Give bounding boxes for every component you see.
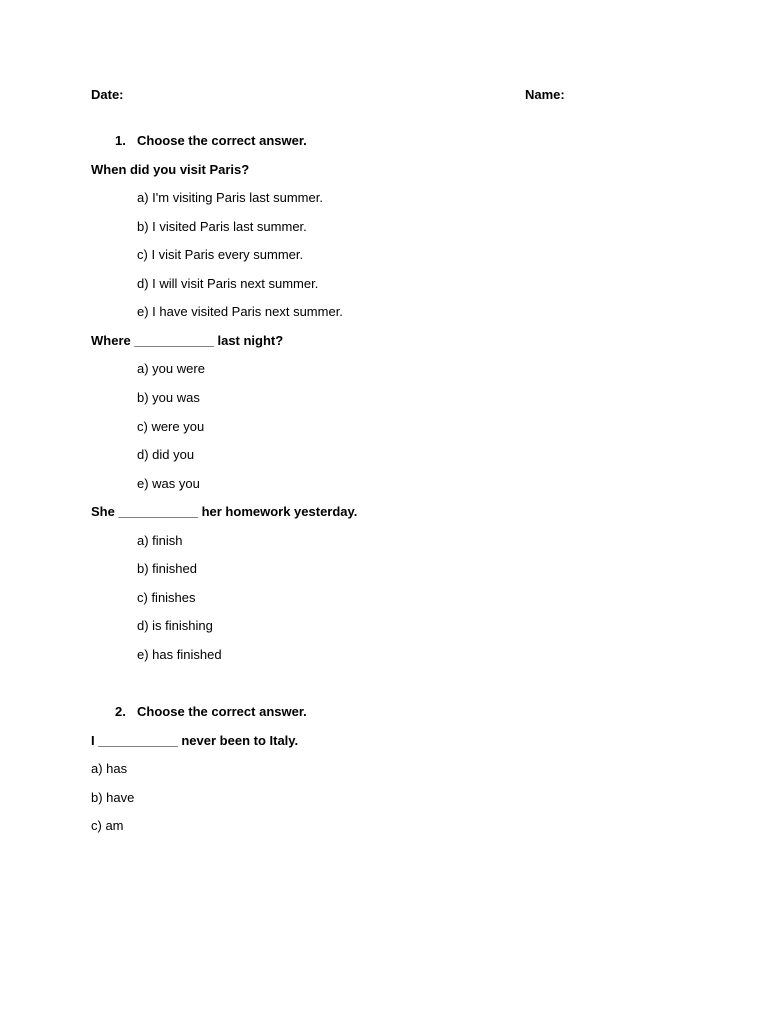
answer-option: e) was you bbox=[137, 476, 200, 491]
answer-option: e) I have visited Paris next summer. bbox=[137, 304, 343, 319]
question-prompt: She ___________ her homework yesterday. bbox=[91, 504, 358, 519]
question-prompt: When did you visit Paris? bbox=[91, 162, 250, 177]
section-2-number: 2. bbox=[115, 704, 126, 719]
answer-option: d) did you bbox=[137, 447, 195, 462]
question-prompt: Where ___________ last night? bbox=[91, 333, 284, 348]
answer-option: a) you were bbox=[137, 361, 205, 376]
answer-option: c) were you bbox=[137, 419, 205, 434]
answer-option: b) I visited Paris last summer. bbox=[137, 219, 307, 234]
answer-option: c) finishes bbox=[137, 590, 196, 605]
answer-option: e) has finished bbox=[137, 647, 222, 662]
answer-option: c) am bbox=[91, 818, 124, 833]
answer-option: a) has bbox=[91, 761, 128, 776]
answer-option: b) finished bbox=[137, 561, 197, 576]
answer-option: b) you was bbox=[137, 390, 200, 405]
section-1-instruction: Choose the correct answer. bbox=[137, 133, 307, 148]
answer-option: c) I visit Paris every summer. bbox=[137, 247, 304, 262]
answer-option: a) finish bbox=[137, 533, 183, 548]
answer-option: a) I'm visiting Paris last summer. bbox=[137, 190, 323, 205]
answer-option: d) I will visit Paris next summer. bbox=[137, 276, 319, 291]
question-prompt: I ___________ never been to Italy. bbox=[91, 733, 299, 748]
answer-option: d) is finishing bbox=[137, 618, 213, 633]
name-label: Name: bbox=[525, 87, 565, 102]
section-1-number: 1. bbox=[115, 133, 126, 148]
section-2-instruction: Choose the correct answer. bbox=[137, 704, 307, 719]
answer-option: b) have bbox=[91, 790, 135, 805]
date-label: Date: bbox=[91, 87, 124, 102]
